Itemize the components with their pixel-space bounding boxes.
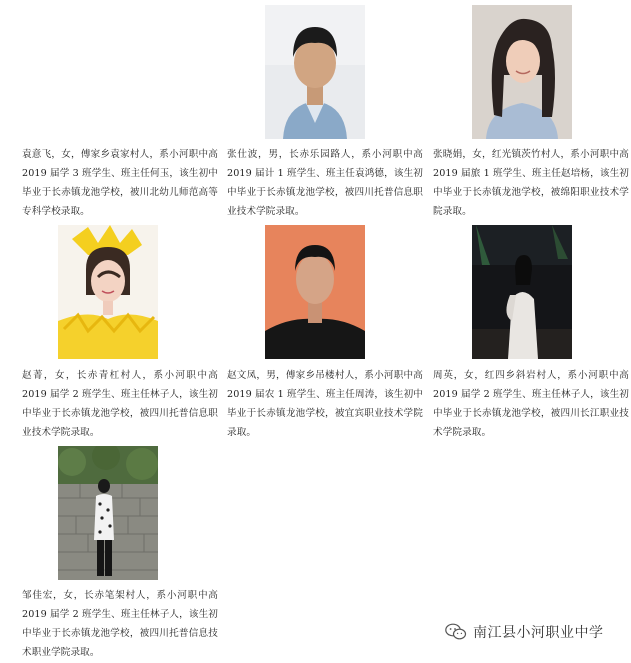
watermark-text: 南江县小河职业中学 [473, 625, 604, 641]
student-photo-7 [58, 446, 158, 580]
student-photo-6 [472, 225, 572, 359]
student-caption-6: 周英，女，红四乡斜岩村人，系小河职中高 2019 届学 2 班学生、班主任林子人，该生初中毕业于长赤镇龙池学校，被四川长江职业技术学院录取。 [433, 370, 629, 438]
wechat-watermark [445, 622, 604, 642]
student-photo-2 [265, 5, 365, 139]
student-caption-1: 袁意飞，女，傅家乡袁家村人，系小河职中高 2019 届学 3 班学生、班主任何玉，该生初中毕业于长赤镇龙池学校，被川北幼儿师范高等专科学校录取。 [22, 149, 218, 217]
student-photo-3 [472, 5, 572, 139]
student-caption-2: 张仕波，男，长赤乐园路人，系小河职中高 2019 届计 1 班学生、班主任袁鸿德，该生初中毕业于长赤镇龙池学校，被四川托普信息职业技术学院录取。 [227, 149, 423, 217]
student-photo-5 [265, 225, 365, 359]
student-caption-4: 赵菁，女，长赤青杠村人，系小河职中高 2019 届学 2 班学生、班主任林子人，该生初中毕业于长赤镇龙池学校，被四川托普信息职业技术学院录取。 [22, 370, 218, 438]
student-caption-5: 赵文凤，男，傅家乡吊楼村人，系小河职中高 2019 届农 1 班学生、班主任周涛，该生初中毕业于长赤镇龙池学校，被宜宾职业技术学院录取。 [227, 370, 423, 438]
student-caption-7: 邹佳宏，女，长赤笔架村人，系小河职中高 2019 届学 2 班学生、班主任林子人，该生初中毕业于长赤镇龙池学校，被四川托普信息技术职业学院录取。 [22, 590, 218, 658]
wechat-icon [445, 623, 467, 641]
student-caption-3: 张晓娟，女，红光镇茨竹村人，系小河职中高 2019 届旅 1 班学生、班主任赵培杨，该生初中毕业于长赤镇龙池学校，被绵阳职业技术学院录取。 [433, 149, 629, 217]
student-photo-4 [58, 225, 158, 359]
